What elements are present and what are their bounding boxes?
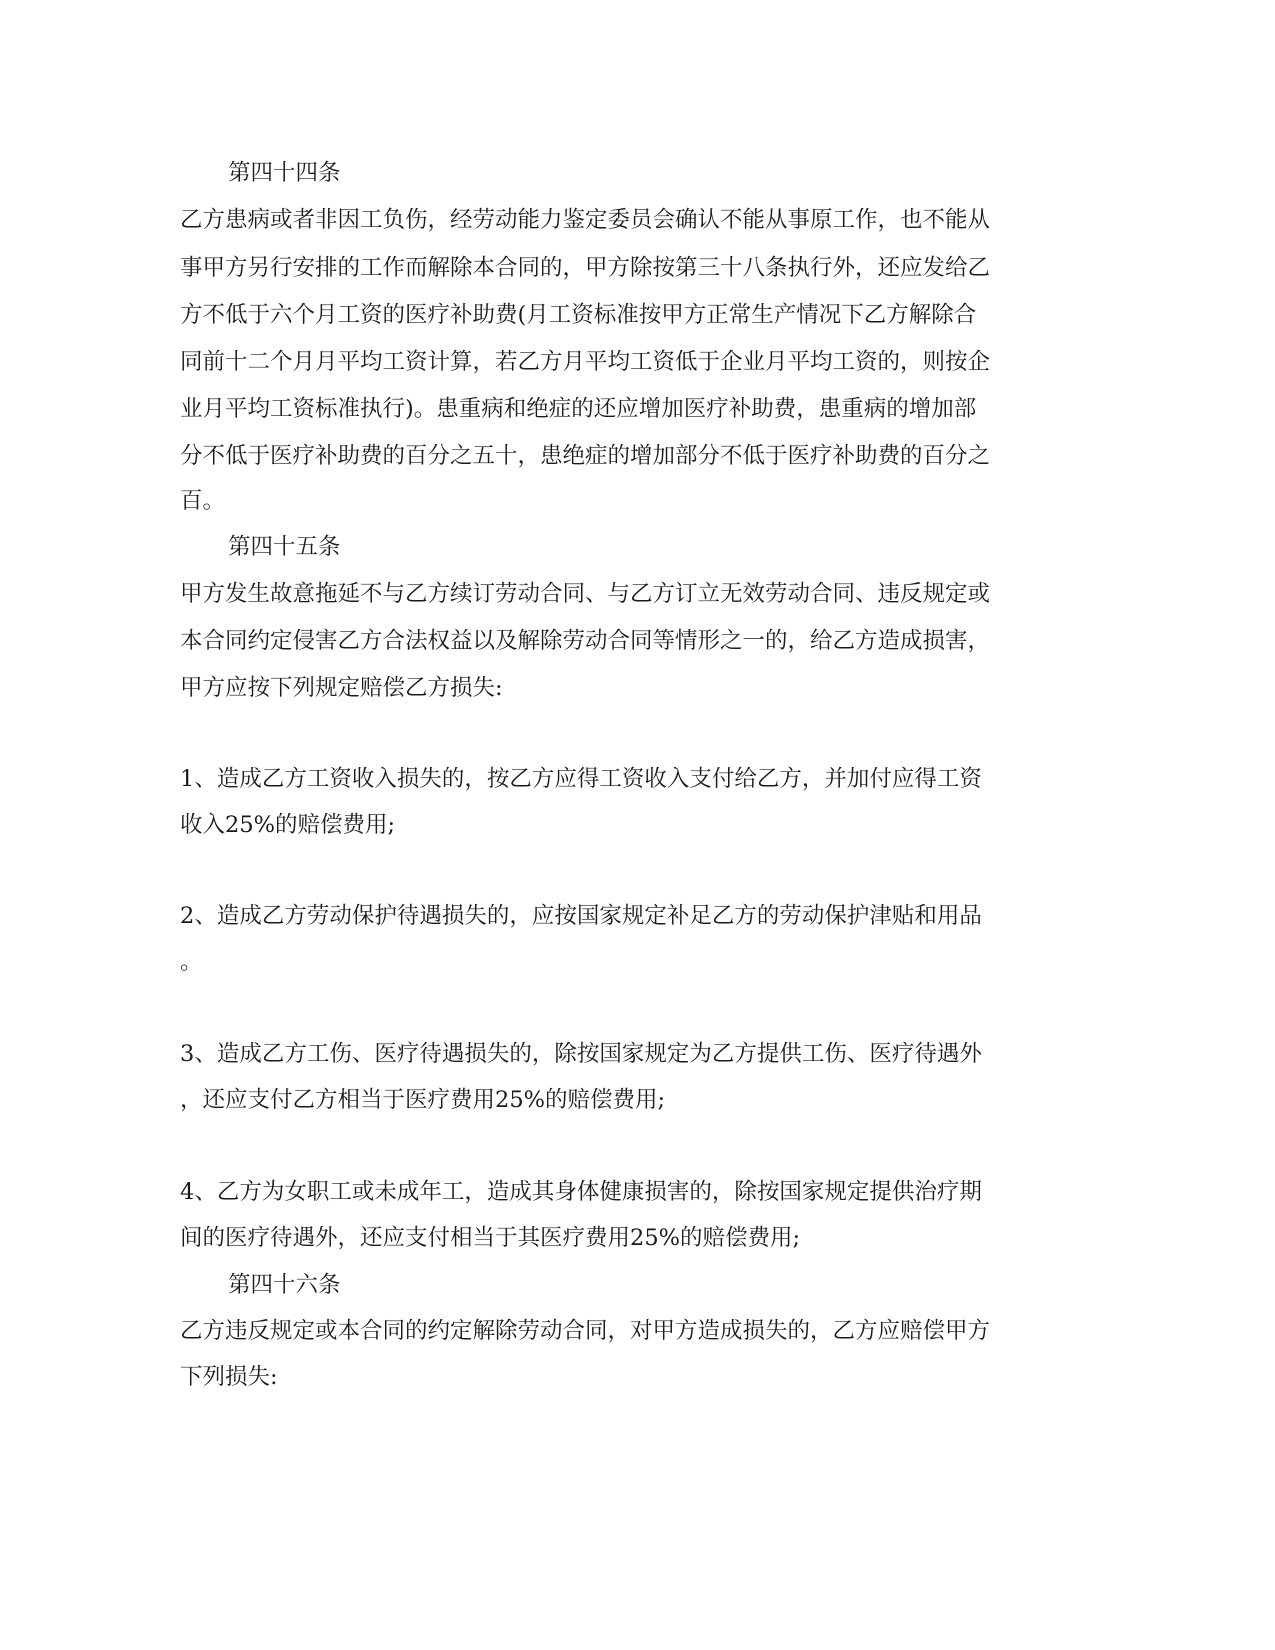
article-45-line-3: 甲方应按下列规定赔偿乙方损失: — [180, 675, 503, 701]
article-44-heading: 第四十四条 — [228, 160, 341, 186]
article-44-line-4: 同前十二个月月平均工资计算，若乙方月平均工资低于企业月平均工资的，则按企 — [180, 349, 991, 375]
article-46-line-2: 下列损失: — [180, 1364, 278, 1390]
list-item-4-line-1: 4、乙方为女职工或未成年工，造成其身体健康损害的，除按国家规定提供治疗期 — [180, 1179, 982, 1205]
list-item-1-line-2: 收入25%的赔偿费用; — [180, 812, 396, 838]
list-item-1-line-1: 1、造成乙方工资收入损失的，按乙方应得工资收入支付给乙方，并加付应得工资 — [180, 766, 982, 792]
article-46-heading: 第四十六条 — [228, 1272, 341, 1298]
article-46-line-1: 乙方违反规定或本合同的约定解除劳动合同，对甲方造成损失的，乙方应赔偿甲方 — [180, 1318, 991, 1344]
article-45-line-2: 本合同约定侵害乙方合法权益以及解除劳动合同等情形之一的，给乙方造成损害， — [180, 628, 991, 654]
list-item-3-line-2: ，还应支付乙方相当于医疗费用25%的赔偿费用; — [180, 1087, 666, 1113]
list-item-2-line-2: 。 — [180, 949, 203, 975]
article-44-line-1: 乙方患病或者非因工负伤，经劳动能力鉴定委员会确认不能从事原工作，也不能从 — [180, 207, 991, 233]
list-item-2-line-1: 2、造成乙方劳动保护待遇损失的，应按国家规定补足乙方的劳动保护津贴和用品 — [180, 903, 982, 929]
article-44-line-7: 百。 — [180, 488, 226, 514]
article-44-line-2: 事甲方另行安排的工作而解除本合同的，甲方除按第三十八条执行外，还应发给乙 — [180, 255, 991, 281]
article-44-line-6: 分不低于医疗补助费的百分之五十，患绝症的增加部分不低于医疗补助费的百分之 — [180, 443, 991, 469]
article-44-line-5: 业月平均工资标准执行)。患重病和绝症的还应增加医疗补助费，患重病的增加部 — [180, 396, 977, 422]
list-item-4-line-2: 间的医疗待遇外，还应支付相当于其医疗费用25%的赔偿费用; — [180, 1225, 801, 1251]
article-45-line-1: 甲方发生故意拖延不与乙方续订劳动合同、与乙方订立无效劳动合同、违反规定或 — [180, 581, 991, 607]
list-item-3-line-1: 3、造成乙方工伤、医疗待遇损失的，除按国家规定为乙方提供工伤、医疗待遇外 — [180, 1041, 982, 1067]
article-44-line-3: 方不低于六个月工资的医疗补助费(月工资标准按甲方正常生产情况下乙方解除合 — [180, 302, 977, 328]
article-45-heading: 第四十五条 — [228, 534, 341, 560]
